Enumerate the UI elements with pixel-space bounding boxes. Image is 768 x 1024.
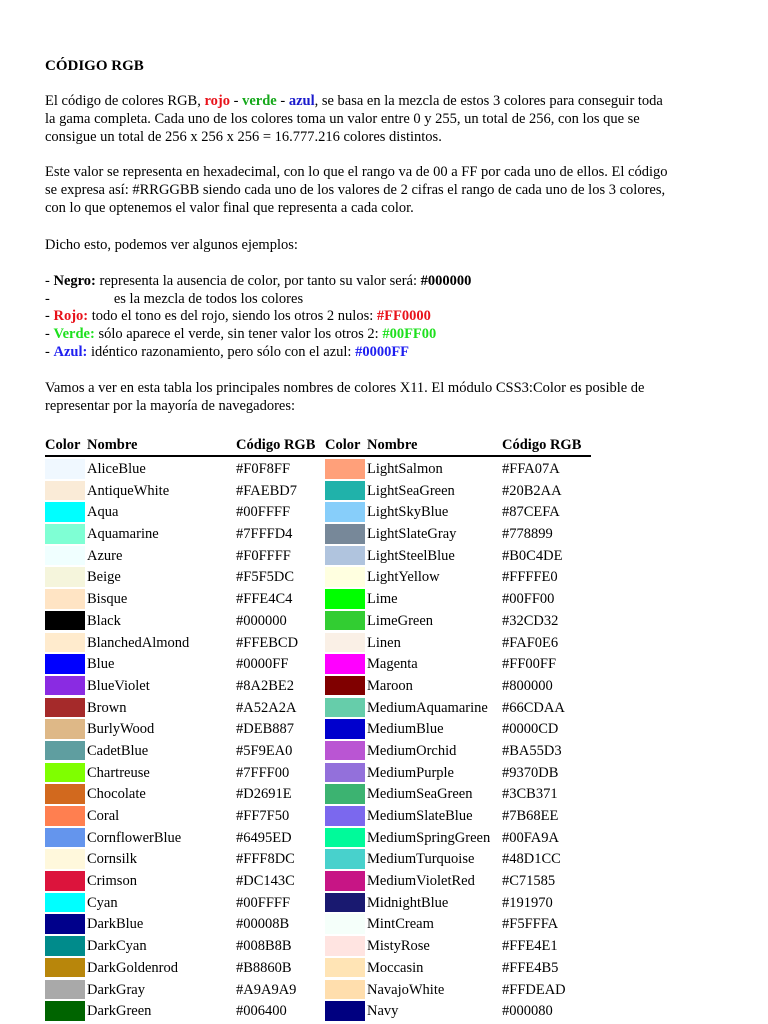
color-code: #C71585 [502, 873, 556, 890]
color-swatch [45, 698, 85, 718]
azul-code: #0000FF [355, 344, 410, 360]
color-swatch [325, 806, 365, 826]
color-code: #B8860B [236, 959, 292, 976]
color-swatch [325, 698, 365, 718]
examples-intro: Dicho esto, podemos ver algunos ejemplos: [45, 237, 298, 253]
color-name: DarkBlue [87, 916, 144, 933]
color-name: MediumSpringGreen [367, 829, 491, 846]
table-row [45, 848, 605, 870]
color-swatch [325, 828, 365, 848]
color-code: #00008B [236, 916, 290, 933]
color-name: Blue [87, 656, 115, 673]
color-swatch [325, 936, 365, 956]
color-name: MediumVioletRed [367, 873, 475, 890]
color-name: Coral [87, 808, 120, 824]
table-row [45, 458, 605, 480]
color-swatch [325, 958, 365, 978]
color-name: MediumOrchid [367, 742, 457, 759]
color-swatch [325, 1001, 365, 1021]
list-dash: - [45, 326, 54, 342]
color-swatch [45, 936, 85, 956]
table-row [45, 957, 605, 979]
color-code: #A9A9A9 [236, 981, 297, 998]
color-swatch [325, 611, 365, 631]
table-row [45, 697, 605, 719]
rojo-text: todo el tono es del rojo, siendo los otros 2 nulos: [88, 308, 377, 324]
color-name: MediumPurple [367, 764, 454, 781]
color-name: LightSlateGray [367, 526, 457, 543]
example-rojo [45, 307, 431, 325]
color-code: #00FFFF [236, 894, 291, 911]
verde-label: Verde: [53, 326, 95, 342]
table-row [45, 610, 605, 632]
table-row [45, 1000, 605, 1022]
color-name: DarkGoldenrod [87, 959, 179, 976]
color-name: DarkCyan [87, 938, 147, 955]
color-swatch [325, 567, 365, 587]
color-code: #0000CD [502, 721, 559, 738]
color-code: #FFFFE0 [502, 569, 558, 586]
header-codigo-rgb: Código RGB [236, 437, 316, 453]
example-negro [45, 272, 471, 290]
color-swatch [45, 980, 85, 1000]
header-nombre: Nombre [367, 437, 418, 453]
color-name: Brown [87, 699, 127, 716]
color-code: #FFF8DC [236, 851, 295, 868]
table-row [45, 523, 605, 545]
color-code: #7FFF00 [236, 764, 290, 781]
color-code: #66CDAA [502, 699, 565, 716]
color-code: #DEB887 [236, 721, 294, 738]
table-row [45, 870, 605, 892]
color-swatch [325, 546, 365, 566]
color-swatch [325, 633, 365, 653]
color-name: CadetBlue [87, 742, 149, 759]
table-row [45, 935, 605, 957]
intro-text: , se basa en la mezcla de estos 3 colores para conseguir toda [314, 93, 663, 109]
color-swatch [45, 654, 85, 674]
color-code: #DC143C [236, 873, 295, 890]
color-name: Maroon [367, 677, 413, 694]
color-name: Crimson [87, 873, 137, 890]
color-code: #FAEBD7 [236, 482, 297, 499]
color-name: Aqua [87, 504, 119, 521]
color-swatch [325, 481, 365, 501]
color-swatch [45, 546, 85, 566]
color-code: #20B2AA [502, 482, 562, 499]
color-swatch [45, 481, 85, 501]
hex-text: se expresa así: #RRGGBB siendo cada uno de los valores de 2 cifras el rango de cada uno de los 3 colores, [45, 182, 666, 198]
color-code: #FF00FF [502, 656, 557, 673]
color-swatch [325, 849, 365, 869]
color-code: #00FF00 [502, 591, 555, 608]
header-color: Color [325, 437, 361, 453]
color-code: #B0C4DE [502, 547, 563, 564]
color-code: #F0FFFF [236, 547, 291, 564]
color-name: MidnightBlue [367, 894, 449, 911]
color-swatch [325, 741, 365, 761]
table-row [45, 740, 605, 762]
color-code: #FF7F50 [236, 808, 290, 824]
example-verde [45, 325, 436, 343]
color-code: #FFE4E1 [502, 938, 558, 955]
color-name: LightSalmon [367, 461, 443, 477]
color-table [45, 458, 605, 1022]
example-azul [45, 343, 409, 361]
color-name: AliceBlue [87, 461, 146, 477]
header-color: Color [45, 437, 81, 453]
color-code: #6495ED [236, 829, 292, 846]
azul-label: Azul: [53, 344, 88, 360]
word-rojo: rojo [204, 93, 230, 109]
color-swatch [325, 459, 365, 479]
table-row [45, 913, 605, 935]
color-code: #778899 [502, 526, 553, 543]
list-dash: - [45, 273, 54, 289]
color-swatch [45, 524, 85, 544]
color-swatch [325, 524, 365, 544]
color-swatch [325, 719, 365, 739]
color-code: #FFE4C4 [236, 591, 293, 608]
color-code: #7B68EE [502, 808, 559, 824]
color-swatch [45, 958, 85, 978]
color-code: #F5FFFA [502, 916, 559, 933]
color-name: Cyan [87, 894, 118, 911]
color-code: #3CB371 [502, 786, 558, 803]
table-intro-text: Vamos a ver en esta tabla los principales nombres de colores X11. El módulo CSS3:Color es posible de [45, 380, 645, 396]
color-swatch [45, 914, 85, 934]
word-azul: azul [288, 93, 315, 109]
color-swatch [45, 763, 85, 783]
color-swatch [45, 611, 85, 631]
color-swatch [45, 719, 85, 739]
intro-text: consigue un total de 256 x 256 x 256 = 16.777.216 colores distintos. [45, 129, 442, 145]
color-code: #00FA9A [502, 829, 559, 846]
azul-text: idéntico razonamiento, pero sólo con el azul: [87, 344, 356, 360]
color-code: #00FFFF [236, 504, 291, 521]
color-code: #000000 [236, 612, 287, 629]
color-name: MediumBlue [367, 721, 444, 738]
table-row [45, 632, 605, 654]
intro-paragraph [45, 92, 725, 146]
color-code: #BA55D3 [502, 742, 562, 759]
color-name: BlueViolet [87, 677, 150, 694]
example-blanco [45, 290, 303, 308]
color-code: #F0F8FF [236, 461, 291, 477]
color-code: #008B8B [236, 938, 292, 955]
table-row [45, 653, 605, 675]
table-row [45, 718, 605, 740]
color-name: Chocolate [87, 786, 146, 803]
color-swatch [45, 459, 85, 479]
table-row [45, 566, 605, 588]
color-swatch [325, 502, 365, 522]
page-title: CÓDIGO RGB [45, 58, 144, 74]
table-row [45, 762, 605, 784]
color-name: MistyRose [367, 938, 430, 955]
hex-paragraph [45, 163, 725, 217]
rojo-code: #FF0000 [376, 308, 431, 324]
color-name: Cornsilk [87, 851, 137, 868]
separator: - [276, 93, 289, 109]
header-nombre: Nombre [87, 437, 138, 453]
color-code: #000080 [502, 1003, 553, 1020]
intro-text: El código de colores RGB, [45, 93, 205, 109]
intro-text: la gama completa. Cada uno de los colores toma un valor entre 0 y 255, un total de 256, con los que se [45, 111, 640, 127]
color-code: #8A2BE2 [236, 677, 294, 694]
color-swatch [325, 676, 365, 696]
color-code: #FFA07A [502, 461, 560, 477]
color-name: MediumSeaGreen [367, 786, 473, 803]
list-dash: - [45, 344, 54, 360]
hex-text: con lo que optenemos el valor final que representa a cada color. [45, 200, 414, 216]
color-code: #FFE4B5 [502, 959, 559, 976]
color-swatch [325, 589, 365, 609]
color-code: #7FFFD4 [236, 526, 293, 543]
color-name: Black [87, 612, 121, 629]
color-code: #32CD32 [502, 612, 559, 629]
color-swatch [45, 806, 85, 826]
color-name: BurlyWood [87, 721, 155, 738]
color-name: Magenta [367, 656, 418, 673]
color-name: MediumAquamarine [367, 699, 488, 716]
color-swatch [45, 871, 85, 891]
color-name: Aquamarine [87, 526, 159, 543]
color-swatch [45, 676, 85, 696]
color-name: Linen [367, 634, 401, 651]
color-name: MintCream [367, 916, 434, 933]
verde-text: sólo aparece el verde, sin tener valor los otros 2: [94, 326, 383, 342]
hex-text: Este valor se representa en hexadecimal, con lo que el rango va de 00 a FF por cada uno de ellos. El código [45, 164, 668, 180]
color-name: Navy [367, 1003, 399, 1020]
color-code: #48D1CC [502, 851, 561, 868]
table-header [45, 434, 591, 457]
color-code: #9370DB [502, 764, 559, 781]
color-swatch [45, 828, 85, 848]
table-intro-text: representar por la mayoría de navegadores: [45, 398, 296, 414]
table-row [45, 545, 605, 567]
color-swatch [45, 502, 85, 522]
color-name: MediumSlateBlue [367, 808, 473, 824]
color-swatch [45, 784, 85, 804]
color-name: AntiqueWhite [87, 482, 170, 499]
negro-code: #000000 [420, 273, 472, 289]
color-swatch [45, 633, 85, 653]
color-swatch [325, 784, 365, 804]
color-code: #F5F5DC [236, 569, 295, 586]
table-row [45, 979, 605, 1001]
color-code: #191970 [502, 894, 553, 911]
list-dash: - [45, 308, 54, 324]
color-code: #FFEBCD [236, 634, 299, 651]
separator: - [230, 93, 243, 109]
color-name: DarkGray [87, 981, 145, 998]
color-name: Chartreuse [87, 764, 150, 781]
table-row [45, 480, 605, 502]
negro-text: representa la ausencia de color, por tanto su valor será: [95, 273, 421, 289]
color-swatch [45, 1001, 85, 1021]
color-name: MediumTurquoise [367, 851, 475, 868]
color-swatch [325, 914, 365, 934]
color-swatch [45, 567, 85, 587]
color-swatch [325, 654, 365, 674]
verde-code: #00FF00 [382, 326, 437, 342]
color-code: #A52A2A [236, 699, 297, 716]
table-row [45, 501, 605, 523]
table-row [45, 892, 605, 914]
negro-label: Negro: [53, 273, 96, 289]
color-name: NavajoWhite [367, 981, 445, 998]
color-name: LightSteelBlue [367, 547, 455, 564]
color-code: #0000FF [236, 656, 289, 673]
color-swatch [45, 589, 85, 609]
color-name: LightSkyBlue [367, 504, 449, 521]
color-swatch [325, 893, 365, 913]
color-name: Lime [367, 591, 398, 608]
table-row [45, 588, 605, 610]
color-swatch [325, 871, 365, 891]
color-name: LimeGreen [367, 612, 434, 629]
color-name: Bisque [87, 591, 128, 608]
table-row [45, 675, 605, 697]
color-name: Moccasin [367, 959, 424, 976]
blanco-text: es la mezcla de todos los colores [113, 291, 304, 307]
list-dash: - [45, 291, 50, 307]
color-swatch [325, 980, 365, 1000]
color-swatch [325, 763, 365, 783]
color-name: Beige [87, 569, 121, 586]
color-swatch [45, 741, 85, 761]
rojo-label: Rojo: [53, 308, 89, 324]
word-verde: verde [242, 93, 277, 109]
color-code: #5F9EA0 [236, 742, 293, 759]
color-name: BlanchedAlmond [87, 634, 190, 651]
color-code: #D2691E [236, 786, 292, 803]
color-code: #87CEFA [502, 504, 560, 521]
color-name: Azure [87, 547, 123, 564]
color-code: #FFDEAD [502, 981, 566, 998]
color-swatch [45, 849, 85, 869]
color-code: #800000 [502, 677, 553, 694]
header-codigo-rgb: Código RGB [502, 437, 582, 453]
color-name: DarkGreen [87, 1003, 152, 1020]
color-code: #FAF0E6 [502, 634, 559, 651]
table-row [45, 783, 605, 805]
color-name: LightSeaGreen [367, 482, 455, 499]
table-row [45, 805, 605, 827]
color-code: #006400 [236, 1003, 287, 1020]
table-row [45, 827, 605, 849]
color-name: CornflowerBlue [87, 829, 182, 846]
table-intro-paragraph [45, 379, 725, 415]
color-swatch [45, 893, 85, 913]
color-name: LightYellow [367, 569, 440, 586]
